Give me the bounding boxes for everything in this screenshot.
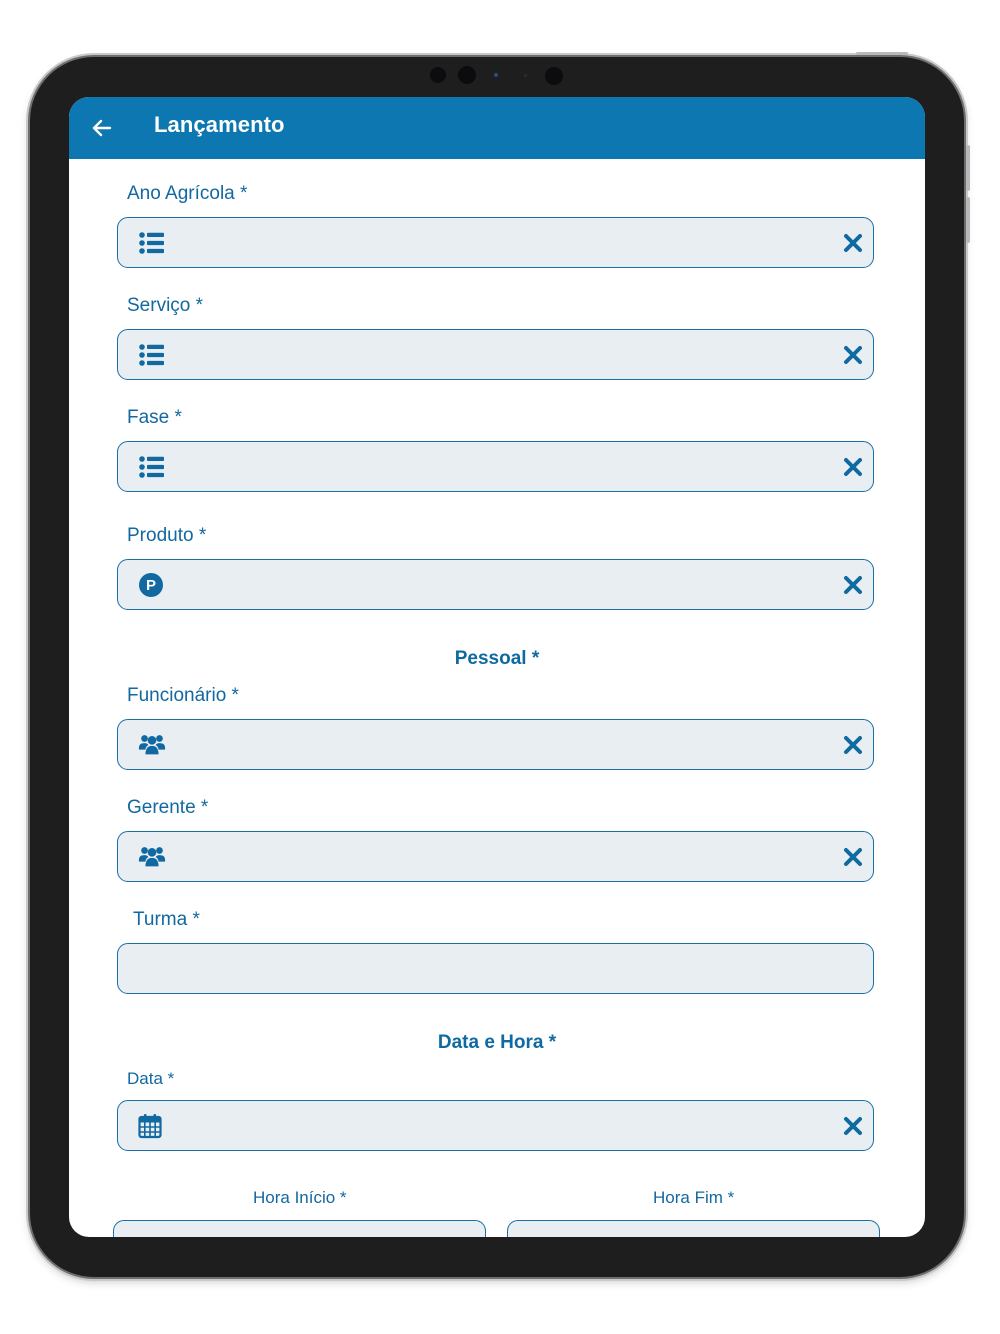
product-p-icon <box>138 573 166 597</box>
data-label: Data * <box>127 1069 175 1088</box>
produto-label: Produto * <box>127 525 207 546</box>
back-button[interactable] <box>87 113 117 143</box>
ano-agricola-label: Ano Agrícola * <box>127 183 248 204</box>
funcionario-label: Funcionário * <box>127 685 239 706</box>
volume-button <box>966 197 970 243</box>
pessoal-section-title: Pessoal * <box>454 648 540 669</box>
close-icon[interactable] <box>843 457 863 477</box>
close-icon[interactable] <box>843 735 863 755</box>
turma-input[interactable] <box>117 943 874 994</box>
volume-button <box>966 145 970 191</box>
fase-label: Fase * <box>127 407 182 428</box>
fase-select[interactable] <box>117 441 874 492</box>
calendar-icon <box>138 1113 162 1139</box>
app-bar <box>69 97 925 159</box>
list-icon <box>138 455 166 479</box>
hora-fim-label: Hora Fim * <box>653 1188 735 1207</box>
arrow-left-icon <box>87 113 117 143</box>
svg-text:P: P <box>145 577 157 594</box>
servico-select[interactable] <box>117 329 874 380</box>
gerente-label: Gerente * <box>127 797 209 818</box>
ano-agricola-select[interactable] <box>117 217 874 268</box>
camera-sensor <box>458 66 476 84</box>
data-picker[interactable] <box>117 1100 874 1151</box>
list-icon <box>138 231 166 255</box>
camera-sensor <box>524 74 527 77</box>
turma-label: Turma * <box>133 909 200 930</box>
camera-sensor <box>494 73 498 77</box>
app-screen <box>69 97 925 1237</box>
gerente-select[interactable] <box>117 831 874 882</box>
page-title: Lançamento <box>154 112 285 137</box>
funcionario-select[interactable] <box>117 719 874 770</box>
users-icon <box>138 845 166 869</box>
servico-label: Serviço * <box>127 295 204 316</box>
data-hora-section-title: Data e Hora * <box>437 1032 557 1053</box>
camera-sensor <box>545 67 563 85</box>
list-icon <box>138 343 166 367</box>
hora-inicio-label: Hora Início * <box>253 1188 347 1207</box>
hora-fim-picker[interactable] <box>507 1220 880 1237</box>
close-icon[interactable] <box>843 233 863 253</box>
power-button <box>856 52 908 55</box>
close-icon[interactable] <box>843 1116 863 1136</box>
camera-sensor <box>430 67 446 83</box>
hora-inicio-picker[interactable] <box>113 1220 486 1237</box>
users-icon <box>138 733 166 757</box>
produto-select[interactable] <box>117 559 874 610</box>
close-icon[interactable] <box>843 847 863 867</box>
close-icon[interactable] <box>843 345 863 365</box>
close-icon[interactable] <box>843 575 863 595</box>
